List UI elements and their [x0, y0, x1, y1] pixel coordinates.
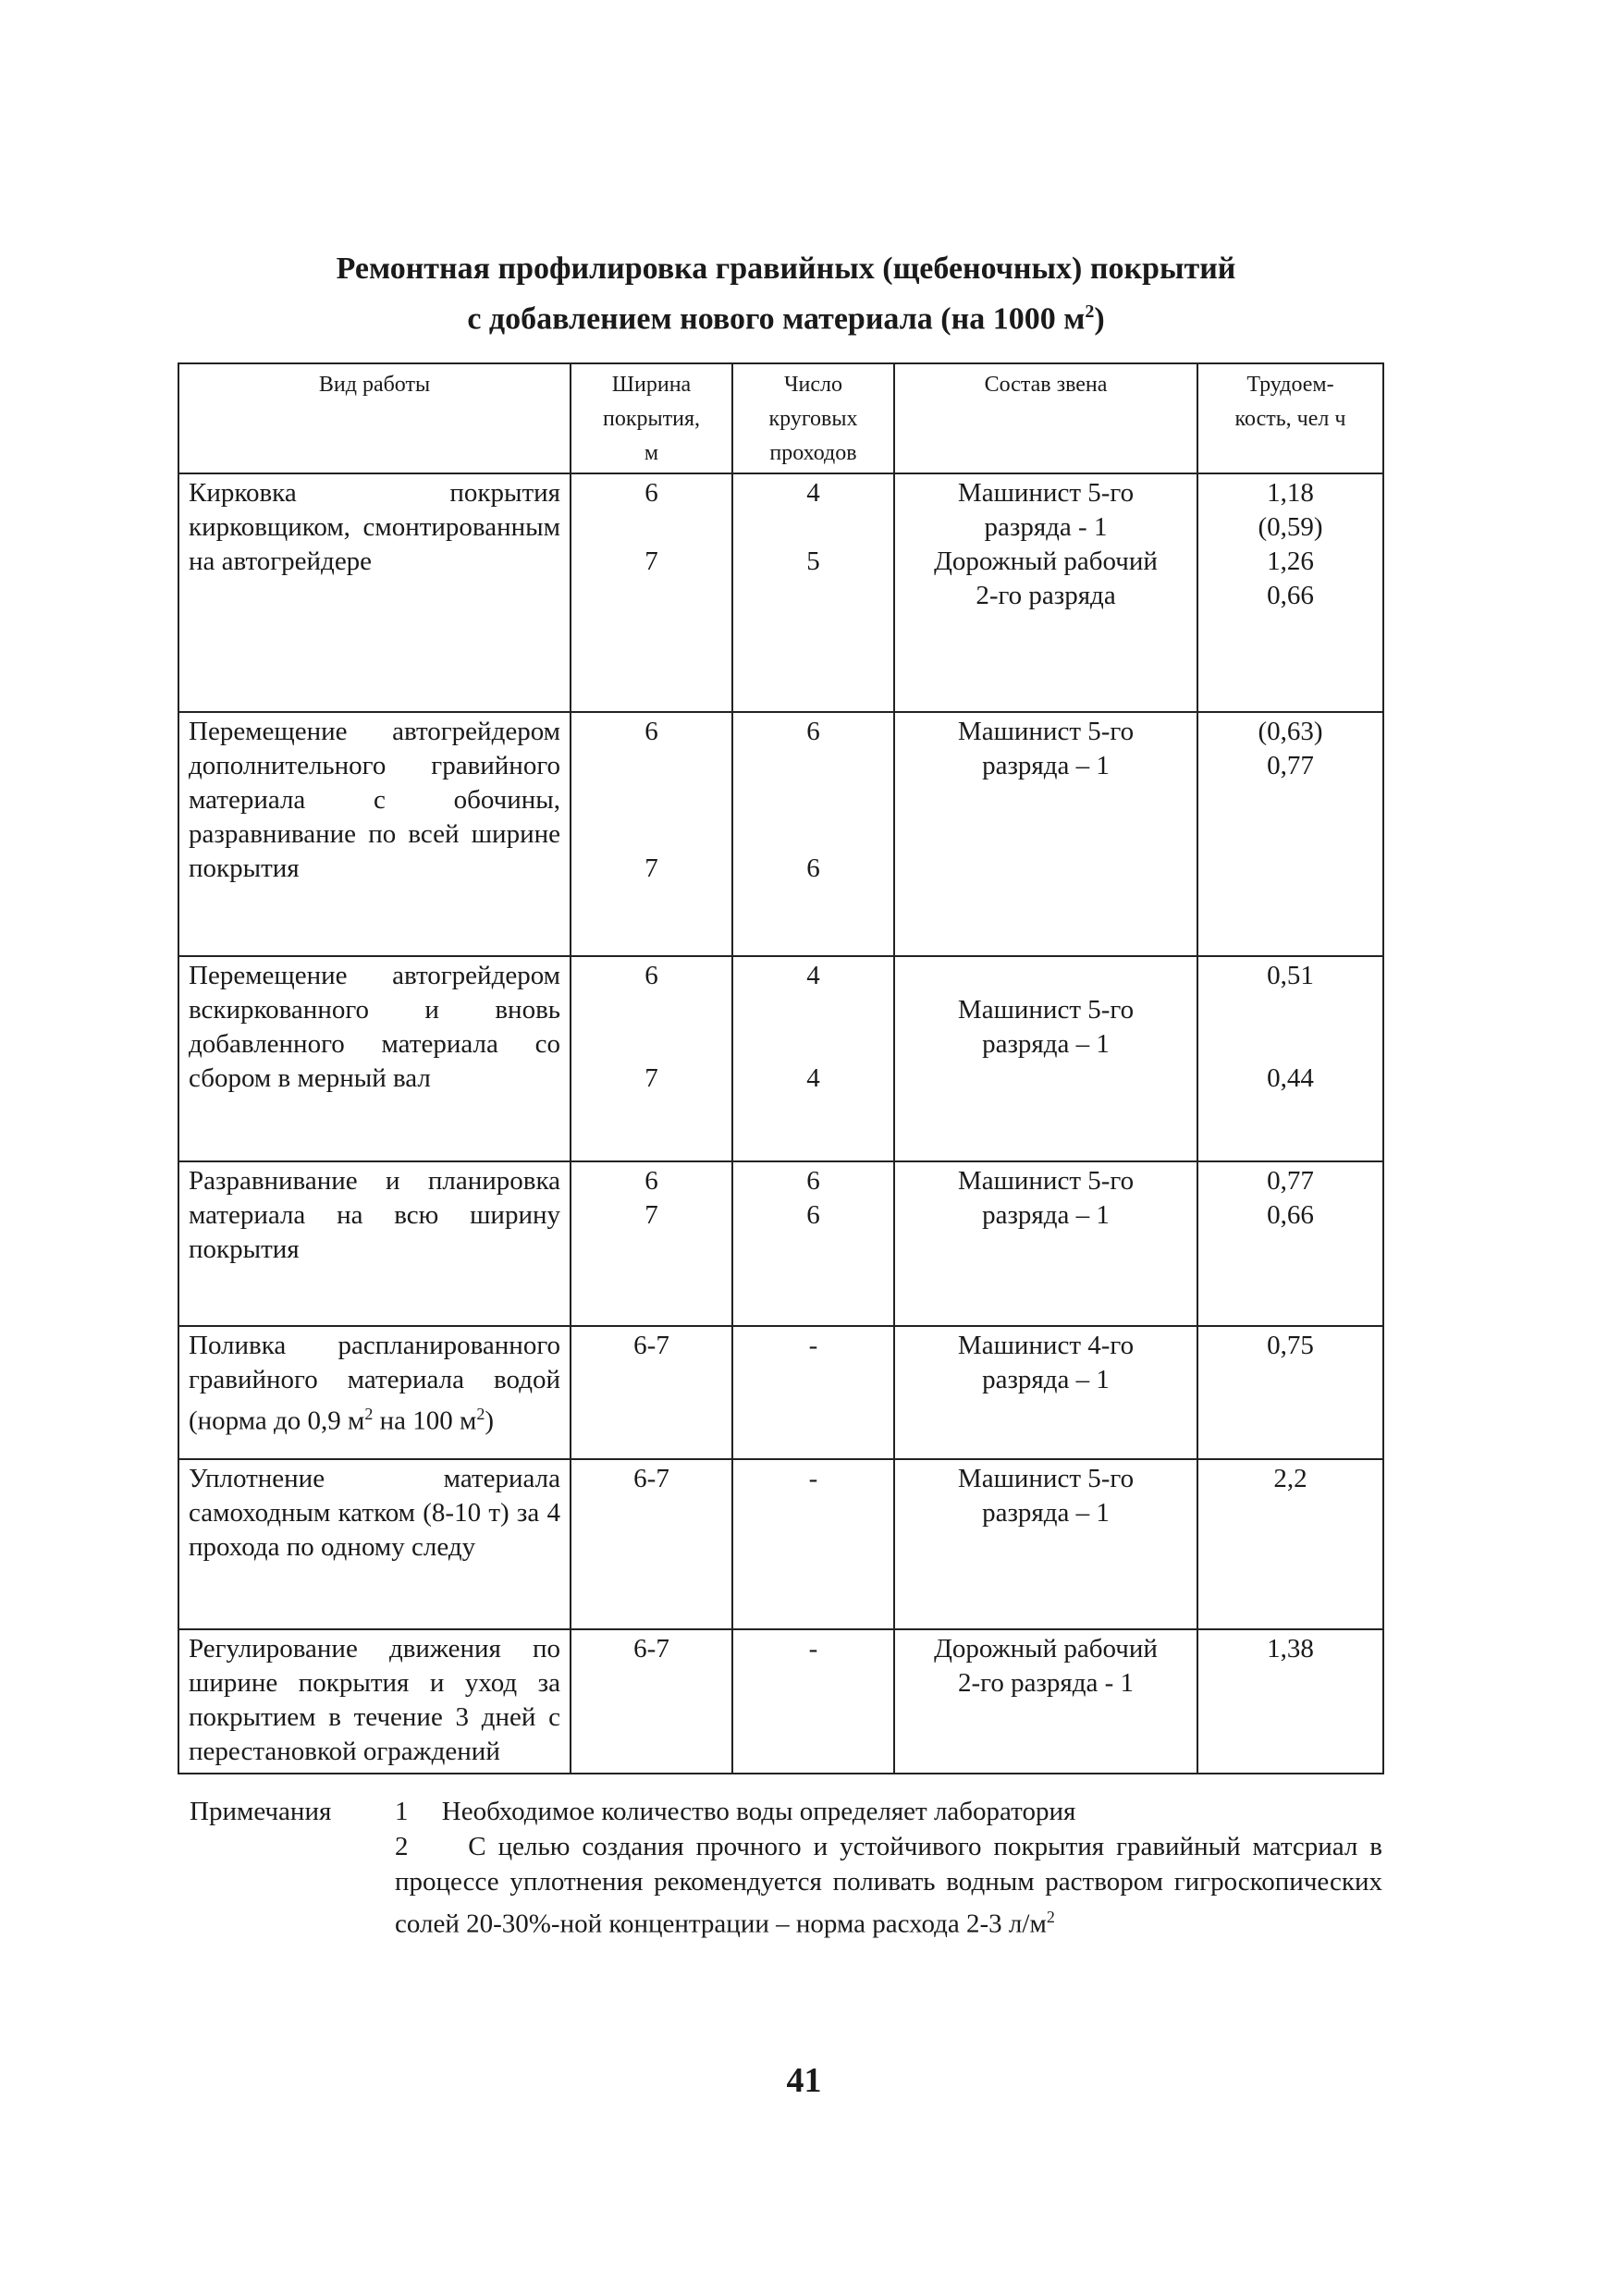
width-cell: 6 7 [571, 1161, 732, 1326]
passes-cell: 4 5 [732, 473, 894, 712]
width-cell: 6-7 [571, 1459, 732, 1629]
width-cell: 6-7 [571, 1326, 732, 1459]
labor-cell: 1,38 [1197, 1629, 1383, 1774]
crew-cell: Машинист 5-го разряда – 1 [894, 956, 1197, 1161]
table-row [178, 473, 1383, 712]
labor-cell: 1,18 (0,59) 1,26 0,66 [1197, 473, 1383, 712]
note-1: 1 Необходимое количество воды определяет лаборатория [395, 1797, 1076, 1826]
document-title [185, 248, 1387, 340]
header-width: Ширина покрытия, м [571, 363, 732, 473]
labor-cell: 0,51 0,44 [1197, 956, 1383, 1161]
width-cell: 6 7 [571, 473, 732, 712]
passes-cell: - [732, 1629, 894, 1774]
note-2: 2 С целью создания прочного и устойчивого покрытия гравийный матсриал в процессе уплотнения рекомендуется поливать водным раствором гигроскопических солей 20-30%-ной концентрации – норма расхода 2-3 $л/м^2$ [395, 1832, 1390, 1939]
labor-cell: (0,63) 0,77 [1197, 712, 1383, 956]
work-table [178, 362, 1384, 1774]
header-labor: Трудоем- кость, чел ч [1197, 363, 1383, 473]
table-row [178, 956, 1383, 1161]
title-line-2: с добавлением нового материала (на 1000 $м^2$) [467, 301, 1105, 337]
passes-cell: - [732, 1326, 894, 1459]
table-header-row [178, 363, 1383, 473]
header-passes: Число круговых проходов [732, 363, 894, 473]
table-row [178, 1629, 1383, 1774]
work-cell: Кирковка покрытия кирковщиком, смонтированным на автогрейдере [178, 473, 571, 712]
header-crew: Состав звена [894, 363, 1197, 473]
work-cell: Перемещение автогрейдером дополнительного гравийного материала с обочины, разравнивание по всей ширине покрытия [178, 712, 571, 956]
crew-cell: Машинист 5-го разряда – 1 [894, 1161, 1197, 1326]
crew-cell: Дорожный рабочий 2-го разряда - 1 [894, 1629, 1197, 1774]
labor-cell: 0,77 0,66 [1197, 1161, 1383, 1326]
crew-cell: Машинист 5-го разряда – 1 [894, 1459, 1197, 1629]
header-work: Вид работы [178, 363, 571, 473]
width-cell: 6 7 [571, 956, 732, 1161]
passes-cell: 6 6 [732, 712, 894, 956]
table-row [178, 1161, 1383, 1326]
passes-cell: 4 4 [732, 956, 894, 1161]
work-cell: Поливка распланированного гравийного материала водой (норма до 0,9 $м^2$ на 100 $м^2$) [178, 1326, 571, 1459]
work-cell: Регулирование движения по ширине покрытия и уход за покрытием в течение 3 дней с перестановкой ограждений [178, 1629, 571, 1774]
crew-cell: Машинист 5-го разряда - 1 Дорожный рабочий 2-го разряда [894, 473, 1197, 712]
work-cell: Уплотнение материала самоходным катком (8-10 т) за 4 прохода по одному следу [178, 1459, 571, 1629]
labor-cell: 0,75 [1197, 1326, 1383, 1459]
work-cell: Разравнивание и планировка материала на всю ширину покрытия [178, 1161, 571, 1326]
crew-cell: Машинист 4-го разряда – 1 [894, 1326, 1197, 1459]
notes-label: Примечания [190, 1797, 332, 1826]
title-line-1: Ремонтная профилировка гравийных (щебеночных) покрытий [336, 252, 1236, 286]
passes-cell: - [732, 1459, 894, 1629]
work-cell: Перемещение автогрейдером вскиркованного и вновь добавленного материала со сбором в мерный вал [178, 956, 571, 1161]
table-row [178, 1326, 1383, 1459]
table-row [178, 1459, 1383, 1629]
labor-cell: 2,2 [1197, 1459, 1383, 1629]
width-cell: 6-7 [571, 1629, 732, 1774]
passes-cell: 6 6 [732, 1161, 894, 1326]
width-cell: 6 7 [571, 712, 732, 956]
page-number: 41 [786, 2061, 822, 2100]
crew-cell: Машинист 5-го разряда – 1 [894, 712, 1197, 956]
table-row [178, 712, 1383, 956]
